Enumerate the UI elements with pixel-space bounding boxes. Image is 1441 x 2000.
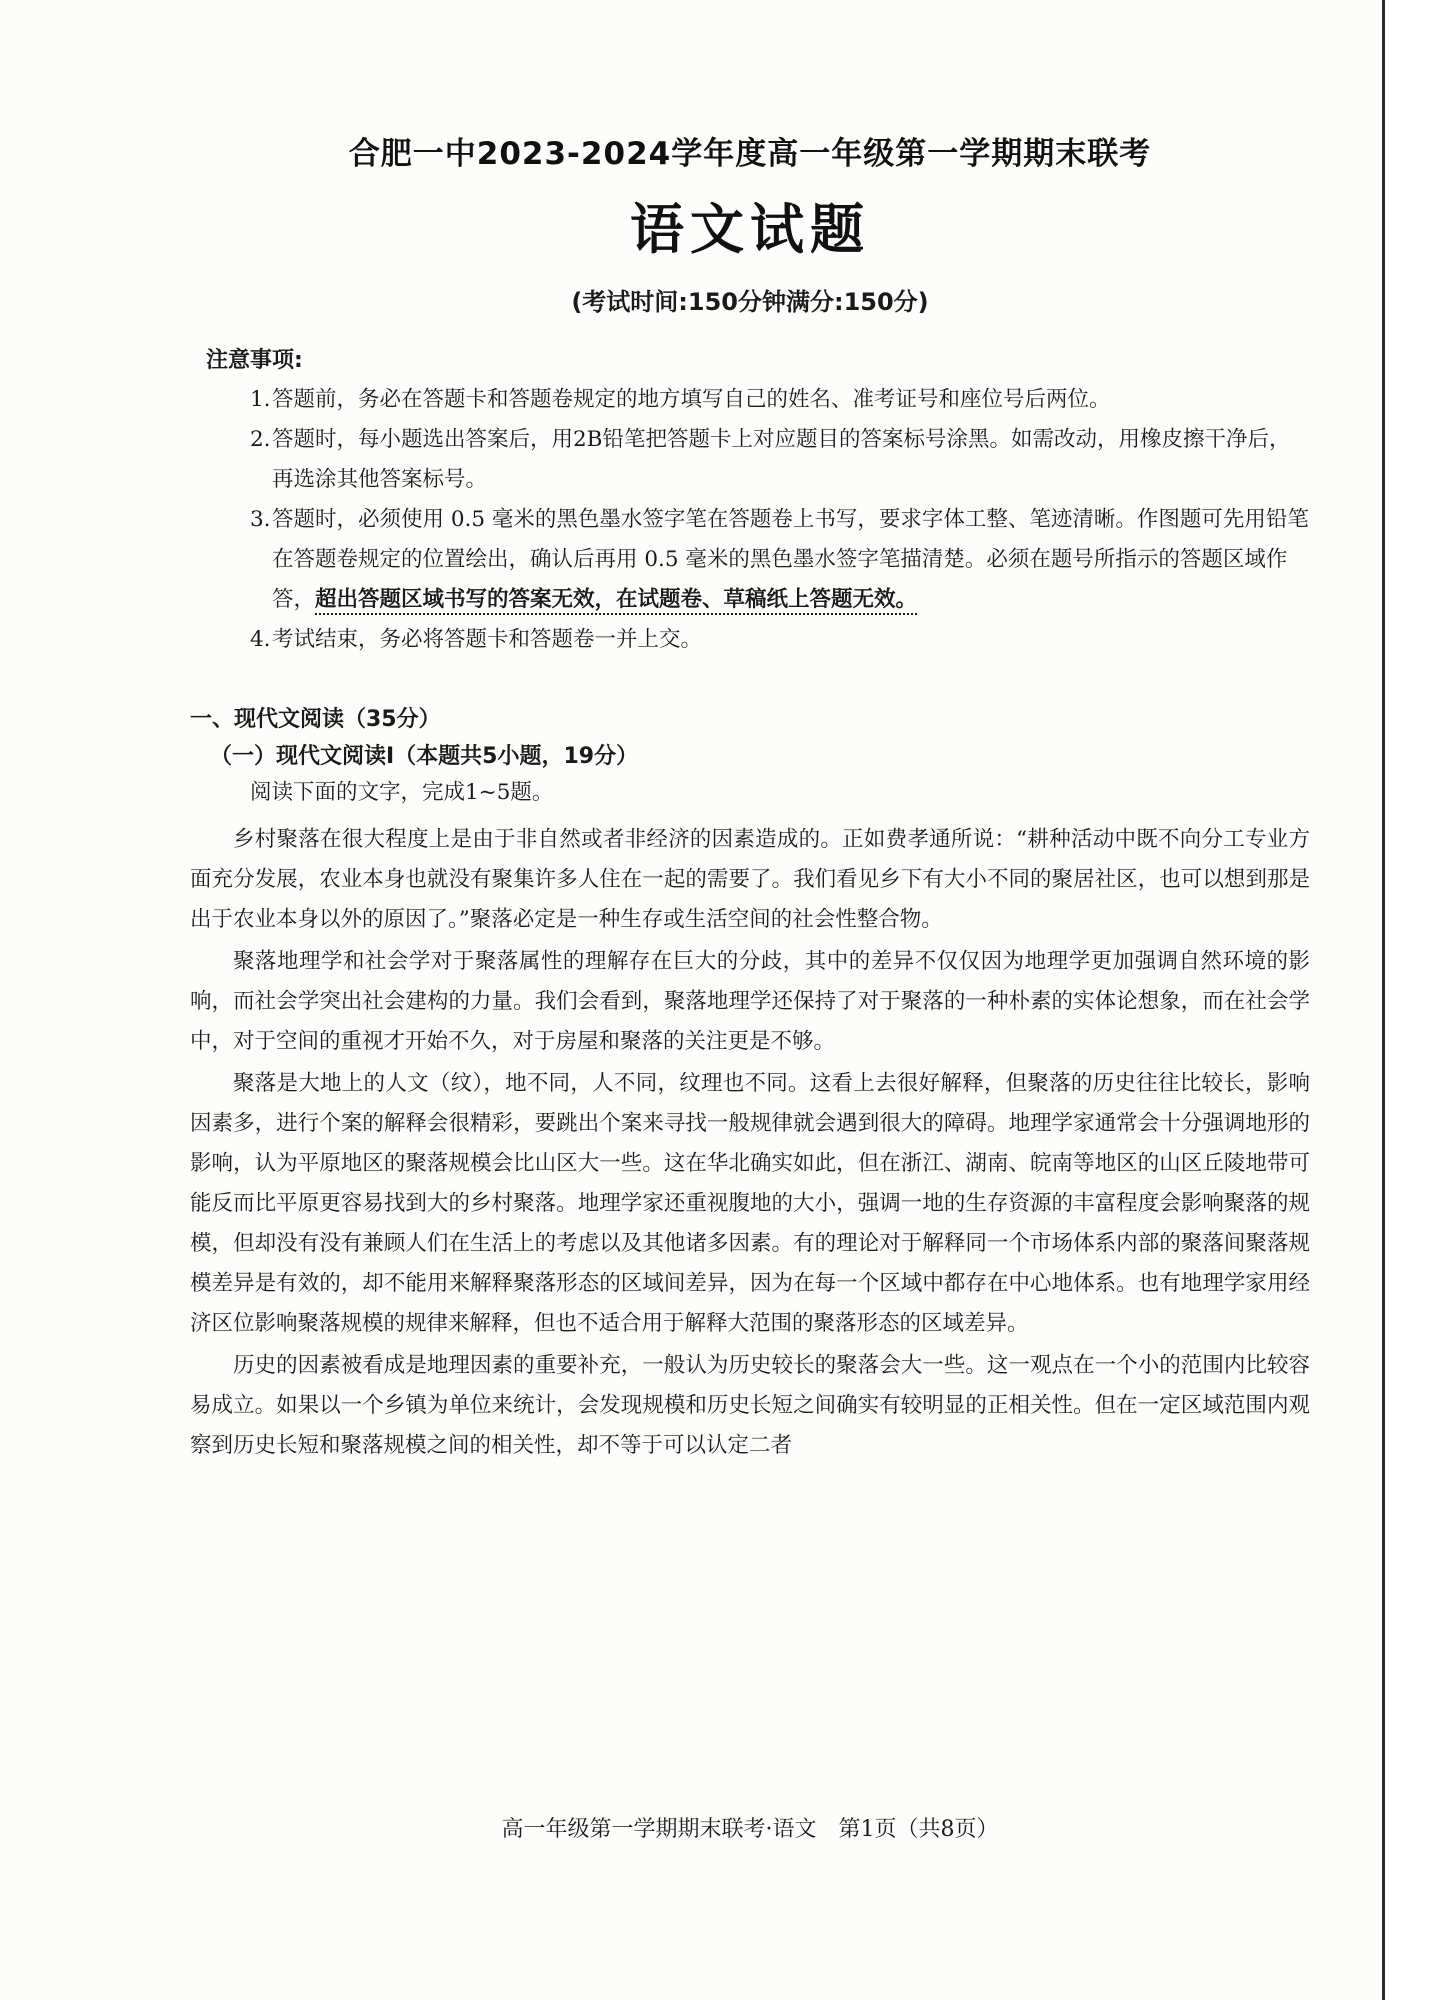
notice-text: 答题时，每小题选出答案后，用2B铅笔把答题卡上对应题目的答案标号涂黑。如需改动，用橡皮擦干净后，再选涂其他答案标号。: [272, 427, 1291, 492]
passage-paragraph: 乡村聚落在很大程度上是由于非自然或者非经济的因素造成的。正如费孝通所说：“耕种活动中既不向分工专业方面充分发展，农业本身也就没有聚集许多人住在一起的需要了。我们看见乡下有大小不同的聚居社区，也可以想到那是出于农业本身以外的原因了。”聚落必定是一种生存或生活空间的社会性整合物。: [190, 827, 1310, 932]
passage-paragraph: 历史的因素被看成是地理因素的重要补充，一般认为历史较长的聚落会大一些。这一观点在一个小的范围内比较容易成立。如果以一个乡镇为单位来统计，会发现规模和历史长短之间确实有较明显的正相关性。但在一定区域范围内观察到历史长短和聚落规模之间的相关性，却不等于可以认定二者: [190, 1353, 1310, 1458]
notice-number: 4.: [250, 627, 271, 652]
notice-number: 1.: [250, 387, 271, 412]
notice-heading: 注意事项:: [206, 348, 303, 373]
reading-instruction: 阅读下面的文字，完成1~5题。: [250, 780, 554, 805]
notice-text: 考试结束，务必将答题卡和答题卷一并上交。: [272, 627, 703, 652]
notice-list: [250, 380, 1310, 660]
notice-emphasis: 超出答题区域书写的答案无效，在试题卷、草稿纸上答题无效。: [315, 587, 918, 612]
notice-text: 答题时，必须使用 0.5 毫米的黑色墨水签字笔在答题卷上书写，要求字体工整、笔迹清晰。作图题可先用铅笔在答题卷规定的位置绘出，确认后再用 0.5 毫米的黑色墨水签字笔描清楚。必须在题号所指示的答题区域作答，: [272, 507, 1309, 612]
notice-number: 2.: [250, 427, 271, 452]
notice-item: [250, 620, 1310, 660]
passage-paragraph: 聚落是大地上的人文（纹），地不同，人不同，纹理也不同。这看上去很好解释，但聚落的历史往往比较长，影响因素多，进行个案的解释会很精彩，要跳出个案来寻找一般规律就会遇到很大的障碍。地理学家通常会十分强调地形的影响，认为平原地区的聚落规模会比山区大一些。这在华北确实如此，但在浙江、湖南、皖南等地区的山区丘陵地带可能反而比平原更容易找到大的乡村聚落。地理学家还重视腹地的大小，强调一地的生存资源的丰富程度会影响聚落的规模，但却没有没有兼顾人们在生活上的考虑以及其他诸多因素。有的理论对于解释同一个市场体系内部的聚落间聚落规模差异是有效的，却不能用来解释聚落形态的区域间差异，因为在每一个区域中都存在中心地体系。也有地理学家用经济区位影响聚落规模的规律来解释，但也不适合用于解释大范围的聚落形态的区域差异。: [190, 1071, 1310, 1336]
school-title: 合肥一中2023-2024学年度高一年级第一学期期末联考: [348, 136, 1152, 172]
notice-item: [250, 420, 1310, 500]
notice-text: 答题前，务必在答题卡和答题卷规定的地方填写自己的姓名、准考证号和座位号后两位。: [272, 387, 1111, 412]
exam-page: [190, 128, 1310, 1468]
page-footer: 高一年级第一学期期末联考·语文 第1页（共8页）: [501, 1817, 999, 1842]
subsection-heading: （一）现代文阅读Ⅰ（本题共5小题，19分）: [210, 744, 639, 769]
notice-text-block: [272, 500, 1310, 620]
notice-item: [250, 380, 1310, 420]
scan-margin: [1385, 0, 1441, 2000]
exam-title: 语文试题: [630, 197, 870, 261]
passage-paragraph: 聚落地理学和社会学对于聚落属性的理解存在巨大的分歧，其中的差异不仅仅因为地理学更加强调自然环境的影响，而社会学突出社会建构的力量。我们会看到，聚落地理学还保持了对于聚落的一种朴素的实体论想象，而在社会学中，对于空间的重视才开始不久，对于房屋和聚落的关注更是不够。: [190, 949, 1310, 1054]
exam-time-info: (考试时间:150分钟满分:150分): [571, 288, 929, 316]
notice-number: 3.: [250, 507, 271, 532]
section-heading: 一、现代文阅读（35分）: [190, 707, 441, 732]
notice-item: [250, 500, 1310, 620]
